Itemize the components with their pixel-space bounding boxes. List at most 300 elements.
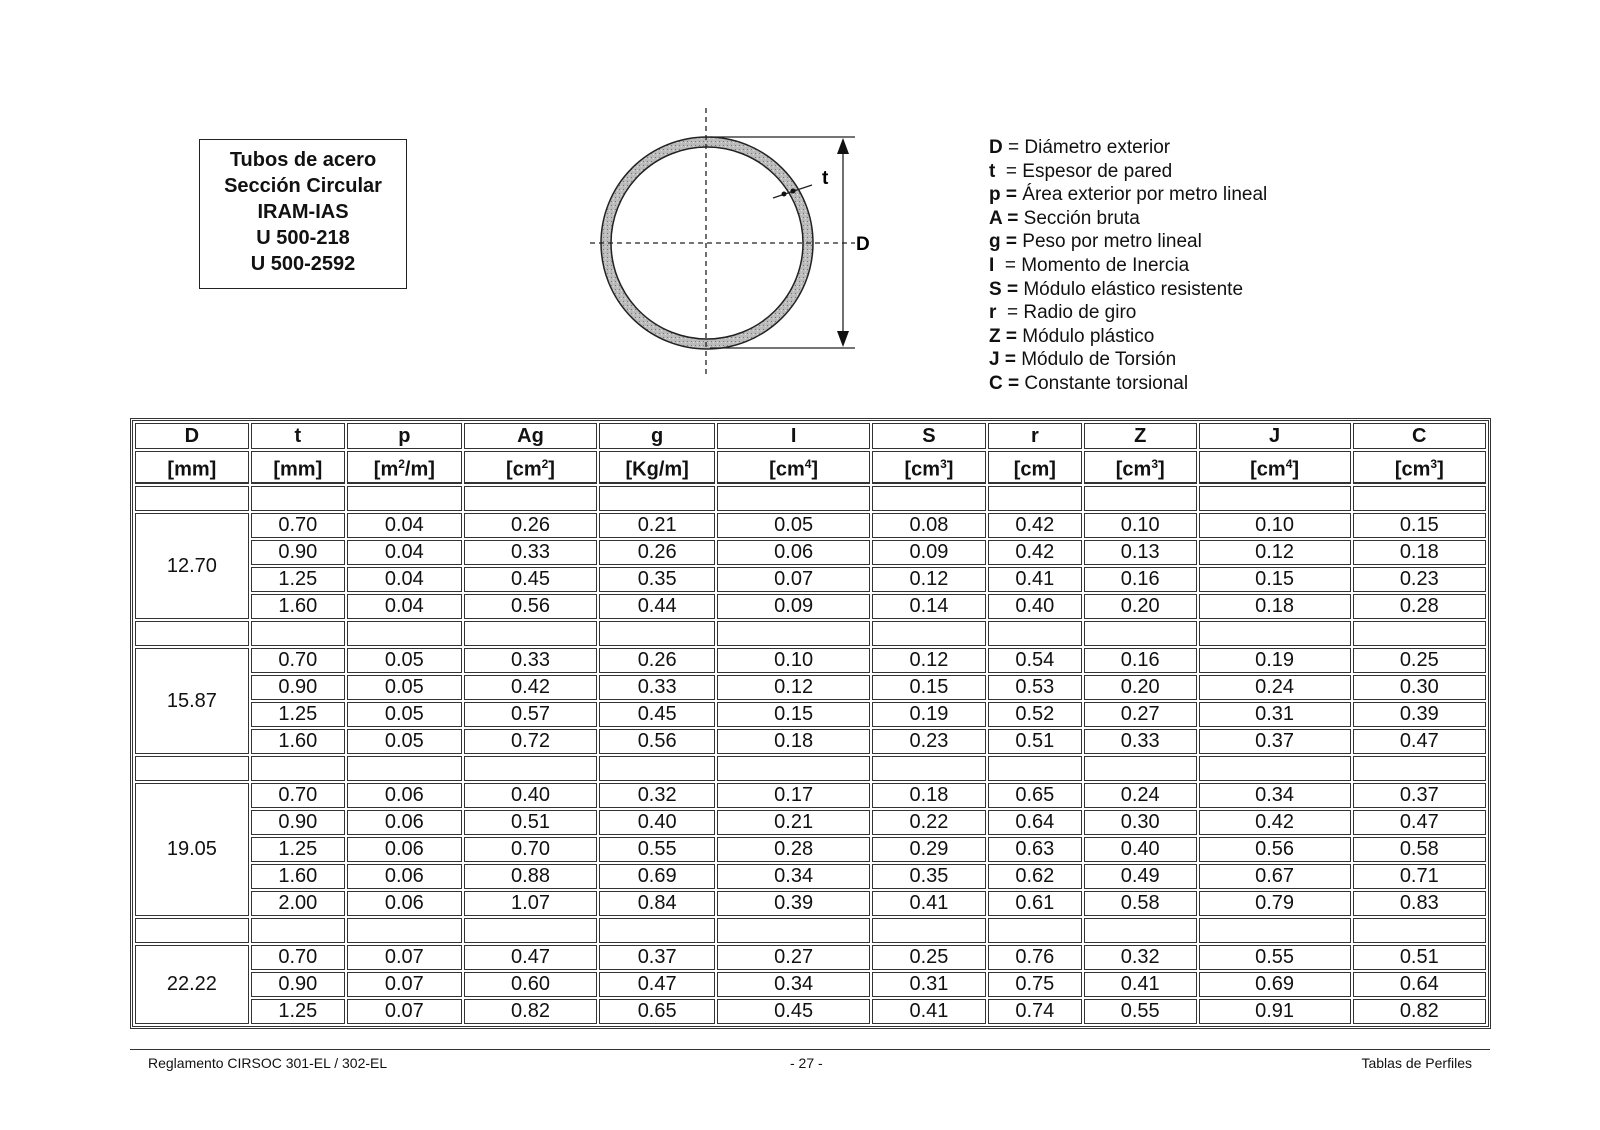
value-cell: 0.84	[599, 891, 715, 916]
empty-cell	[872, 486, 986, 511]
value-cell: 0.74	[988, 999, 1082, 1024]
value-cell: 0.30	[1353, 675, 1486, 700]
empty-cell	[988, 918, 1082, 943]
value-cell: 0.90	[251, 972, 345, 997]
value-cell: 0.45	[599, 702, 715, 727]
value-cell: 0.45	[717, 999, 870, 1024]
legend-text: Módulo plástico	[1022, 325, 1155, 347]
legend-key: Z =	[989, 325, 1017, 347]
value-cell: 0.15	[1199, 567, 1351, 592]
legend-item	[989, 348, 1267, 372]
value-cell: 0.05	[347, 702, 462, 727]
spacer-row	[135, 486, 1486, 511]
page-number: - 27 -	[790, 1055, 823, 1071]
value-cell: 2.00	[251, 891, 345, 916]
value-cell: 0.41	[872, 999, 986, 1024]
value-cell: 0.33	[464, 540, 597, 565]
column-unit	[599, 451, 715, 484]
value-cell: 0.61	[988, 891, 1082, 916]
table-row	[135, 567, 1486, 592]
legend-text: Módulo de Torsión	[1021, 349, 1177, 371]
table-row	[135, 945, 1486, 970]
empty-cell	[1084, 918, 1197, 943]
value-cell: 0.10	[1084, 513, 1197, 538]
value-cell: 0.18	[1353, 540, 1486, 565]
legend-key: r	[989, 302, 997, 324]
value-cell: 0.71	[1353, 864, 1486, 889]
value-cell: 0.31	[1199, 702, 1351, 727]
unit-text: [cm]	[1013, 458, 1056, 481]
legend-sep: =	[995, 160, 1023, 182]
legend-key: t	[989, 160, 996, 182]
value-cell: 0.06	[347, 783, 462, 808]
value-cell: 0.75	[988, 972, 1082, 997]
value-cell: 0.34	[717, 972, 870, 997]
empty-cell	[1084, 486, 1197, 511]
empty-cell	[988, 486, 1082, 511]
thickness-label: t	[822, 168, 829, 189]
unit-exponent: 4	[1285, 456, 1293, 471]
table-row	[135, 648, 1486, 673]
value-cell: 0.70	[464, 837, 597, 862]
table-row	[135, 702, 1486, 727]
legend-text: Módulo elástico resistente	[1023, 278, 1244, 300]
value-cell: 0.10	[717, 648, 870, 673]
legend-item	[989, 183, 1267, 207]
column-unit	[1084, 451, 1197, 484]
value-cell: 0.06	[347, 891, 462, 916]
unit-text-end: /m]	[404, 458, 435, 481]
value-cell: 0.37	[599, 945, 715, 970]
value-cell: 0.76	[988, 945, 1082, 970]
legend-text: Espesor de pared	[1022, 160, 1173, 182]
value-cell: 0.18	[872, 783, 986, 808]
value-cell: 0.20	[1084, 675, 1197, 700]
table-row	[135, 864, 1486, 889]
legend-key: g =	[989, 231, 1017, 253]
column-unit	[347, 451, 462, 484]
empty-cell	[1353, 756, 1486, 781]
value-cell: 1.25	[251, 702, 345, 727]
column-header: r	[988, 423, 1082, 449]
unit-text: [mm]	[273, 458, 323, 481]
legend-key: D	[989, 137, 1003, 158]
value-cell: 0.21	[717, 810, 870, 835]
empty-cell	[1199, 486, 1351, 511]
empty-cell	[1084, 621, 1197, 646]
value-cell: 0.58	[1353, 837, 1486, 862]
value-cell: 0.06	[717, 540, 870, 565]
value-cell: 0.04	[347, 594, 462, 619]
value-cell: 0.09	[717, 594, 870, 619]
value-cell: 0.47	[464, 945, 597, 970]
unit-exponent: 2	[398, 456, 405, 471]
empty-cell	[599, 486, 715, 511]
unit-text-end: ]	[548, 458, 555, 481]
unit-text: [m	[373, 458, 399, 481]
title-line: U 500-2592	[250, 253, 356, 275]
empty-cell	[1353, 486, 1486, 511]
value-cell: 0.57	[464, 702, 597, 727]
table-row	[135, 972, 1486, 997]
value-cell: 0.27	[1084, 702, 1197, 727]
empty-cell	[599, 621, 715, 646]
legend-item	[989, 230, 1267, 254]
value-cell: 0.69	[1199, 972, 1351, 997]
table-row	[135, 540, 1486, 565]
footer-right: Tablas de Perfiles	[1361, 1055, 1472, 1071]
value-cell: 0.09	[872, 540, 986, 565]
value-cell: 0.25	[872, 945, 986, 970]
column-unit	[1353, 451, 1486, 484]
value-cell: 0.12	[1199, 540, 1351, 565]
unit-text-end: ]	[946, 458, 954, 481]
value-cell: 0.41	[1084, 972, 1197, 997]
value-cell: 0.52	[988, 702, 1082, 727]
legend-sep: =	[996, 302, 1024, 324]
column-header: J	[1199, 423, 1351, 449]
empty-cell	[1199, 918, 1351, 943]
value-cell: 0.19	[1199, 648, 1351, 673]
legend-key: C =	[989, 372, 1020, 394]
unit-text: [cm	[1115, 458, 1152, 481]
value-cell: 0.32	[599, 783, 715, 808]
empty-cell	[347, 486, 462, 511]
legend-item	[989, 372, 1267, 396]
unit-text: [Kg/m]	[625, 458, 689, 481]
empty-cell	[464, 918, 597, 943]
value-cell: 0.22	[872, 810, 986, 835]
value-cell: 0.40	[1084, 837, 1197, 862]
value-cell: 0.05	[347, 648, 462, 673]
value-cell: 0.30	[1084, 810, 1197, 835]
value-cell: 1.60	[251, 729, 345, 754]
value-cell: 0.34	[717, 864, 870, 889]
value-cell: 0.31	[872, 972, 986, 997]
value-cell: 0.04	[347, 567, 462, 592]
legend-key: J =	[989, 349, 1016, 371]
value-cell: 0.33	[599, 675, 715, 700]
table-row	[135, 810, 1486, 835]
value-cell: 0.14	[872, 594, 986, 619]
value-cell: 0.65	[599, 999, 715, 1024]
value-cell: 0.56	[1199, 837, 1351, 862]
value-cell: 0.58	[1084, 891, 1197, 916]
value-cell: 0.40	[599, 810, 715, 835]
unit-text-end: ]	[811, 458, 819, 481]
value-cell: 0.70	[251, 783, 345, 808]
value-cell: 0.51	[1353, 945, 1486, 970]
value-cell: 0.16	[1084, 567, 1197, 592]
empty-cell	[1199, 756, 1351, 781]
unit-text-end: ]	[1292, 458, 1300, 481]
unit-text: [cm	[1250, 458, 1286, 481]
empty-cell	[599, 918, 715, 943]
symbol-legend	[989, 136, 1267, 396]
value-cell: 0.06	[347, 864, 462, 889]
legend-item	[989, 301, 1267, 325]
column-unit	[1199, 451, 1351, 484]
value-cell: 0.90	[251, 540, 345, 565]
footer-left: Reglamento CIRSOC 301-EL / 302-EL	[148, 1055, 388, 1071]
value-cell: 0.05	[347, 675, 462, 700]
unit-text: [cm	[904, 458, 941, 481]
value-cell: 0.21	[599, 513, 715, 538]
page-footer	[130, 1049, 1490, 1071]
value-cell: 0.17	[717, 783, 870, 808]
value-cell: 0.32	[1084, 945, 1197, 970]
legend-key: A =	[989, 207, 1019, 229]
value-cell: 0.56	[464, 594, 597, 619]
value-cell: 0.88	[464, 864, 597, 889]
value-cell: 0.64	[988, 810, 1082, 835]
column-header: Ag	[464, 423, 597, 449]
value-cell: 0.05	[717, 513, 870, 538]
value-cell: 0.07	[347, 999, 462, 1024]
column-header: I	[717, 423, 870, 449]
empty-cell	[135, 918, 249, 943]
diameter-cell: 22.22	[135, 945, 249, 1024]
value-cell: 0.45	[464, 567, 597, 592]
legend-item	[989, 160, 1267, 184]
empty-cell	[464, 486, 597, 511]
value-cell: 0.69	[599, 864, 715, 889]
value-cell: 0.07	[347, 972, 462, 997]
column-header: p	[347, 423, 462, 449]
unit-text: [cm	[1394, 458, 1431, 481]
unit-text: [mm]	[167, 458, 217, 481]
value-cell: 0.51	[464, 810, 597, 835]
value-cell: 0.08	[872, 513, 986, 538]
empty-cell	[347, 756, 462, 781]
column-header: S	[872, 423, 986, 449]
spacer-row	[135, 918, 1486, 943]
value-cell: 0.33	[1084, 729, 1197, 754]
value-cell: 0.47	[599, 972, 715, 997]
value-cell: 0.91	[1199, 999, 1351, 1024]
value-cell: 0.41	[988, 567, 1082, 592]
value-cell: 0.79	[1199, 891, 1351, 916]
empty-cell	[135, 621, 249, 646]
empty-cell	[872, 621, 986, 646]
empty-cell	[464, 756, 597, 781]
empty-cell	[347, 621, 462, 646]
column-unit	[251, 451, 345, 484]
value-cell: 0.72	[464, 729, 597, 754]
title-line: Tubos de acero	[229, 149, 377, 171]
diameter-cell: 12.70	[135, 513, 249, 619]
value-cell: 0.06	[347, 837, 462, 862]
value-cell: 0.33	[464, 648, 597, 673]
value-cell: 0.05	[347, 729, 462, 754]
legend-item	[989, 278, 1267, 302]
value-cell: 0.18	[717, 729, 870, 754]
empty-cell	[464, 621, 597, 646]
value-cell: 0.54	[988, 648, 1082, 673]
value-cell: 0.20	[1084, 594, 1197, 619]
column-unit	[988, 451, 1082, 484]
legend-key: I	[989, 254, 995, 276]
value-cell: 0.04	[347, 513, 462, 538]
value-cell: 0.28	[1353, 594, 1486, 619]
legend-text: Peso por metro lineal	[1022, 231, 1202, 253]
value-cell: 0.70	[251, 513, 345, 538]
value-cell: 0.10	[1199, 513, 1351, 538]
value-cell: 0.07	[347, 945, 462, 970]
value-cell: 0.70	[251, 648, 345, 673]
value-cell: 0.37	[1199, 729, 1351, 754]
title-line: Sección Circular	[224, 175, 382, 197]
column-header: g	[599, 423, 715, 449]
legend-text: Sección bruta	[1023, 207, 1140, 229]
empty-cell	[872, 756, 986, 781]
value-cell: 0.19	[872, 702, 986, 727]
value-cell: 0.06	[347, 810, 462, 835]
value-cell: 0.35	[599, 567, 715, 592]
legend-text: Radio de giro	[1023, 302, 1137, 324]
title-box	[199, 139, 407, 289]
title-line: U 500-218	[256, 227, 350, 249]
legend-text: Diámetro exterior	[1024, 137, 1171, 158]
empty-cell	[599, 756, 715, 781]
value-cell: 0.26	[599, 540, 715, 565]
value-cell: 0.40	[988, 594, 1082, 619]
value-cell: 0.42	[988, 513, 1082, 538]
empty-cell	[135, 486, 249, 511]
value-cell: 0.24	[1199, 675, 1351, 700]
table-row	[135, 999, 1486, 1024]
value-cell: 0.29	[872, 837, 986, 862]
legend-key: S =	[989, 278, 1019, 300]
spacer-row	[135, 621, 1486, 646]
column-header: C	[1353, 423, 1486, 449]
value-cell: 0.15	[717, 702, 870, 727]
unit-exponent: 4	[804, 456, 812, 471]
value-cell: 0.90	[251, 810, 345, 835]
column-unit	[464, 451, 597, 484]
value-cell: 0.18	[1199, 594, 1351, 619]
legend-text: Área exterior por metro lineal	[1022, 184, 1268, 206]
unit-exponent: 3	[1151, 456, 1159, 471]
table-row	[135, 675, 1486, 700]
value-cell: 0.82	[1353, 999, 1486, 1024]
value-cell: 0.15	[1353, 513, 1486, 538]
header-row-symbols	[135, 423, 1486, 449]
empty-cell	[251, 918, 345, 943]
empty-cell	[717, 486, 870, 511]
unit-text: [cm	[769, 458, 805, 481]
value-cell: 0.62	[988, 864, 1082, 889]
unit-text-end: ]	[1158, 458, 1165, 481]
tube-section-diagram	[570, 100, 890, 390]
unit-text: [cm	[506, 458, 542, 481]
value-cell: 0.51	[988, 729, 1082, 754]
column-unit	[872, 451, 986, 484]
value-cell: 0.40	[464, 783, 597, 808]
table-row	[135, 783, 1486, 808]
value-cell: 1.60	[251, 864, 345, 889]
value-cell: 0.56	[599, 729, 715, 754]
diameter-cell: 19.05	[135, 783, 249, 916]
value-cell: 0.47	[1353, 729, 1486, 754]
empty-cell	[988, 756, 1082, 781]
spacer-row	[135, 756, 1486, 781]
value-cell: 0.42	[1199, 810, 1351, 835]
value-cell: 0.55	[1199, 945, 1351, 970]
table-row	[135, 594, 1486, 619]
value-cell: 0.25	[1353, 648, 1486, 673]
empty-cell	[988, 621, 1082, 646]
value-cell: 0.24	[1084, 783, 1197, 808]
title-line: IRAM-IAS	[257, 201, 349, 223]
empty-cell	[1084, 756, 1197, 781]
table-row	[135, 891, 1486, 916]
value-cell: 0.42	[464, 675, 597, 700]
value-cell: 0.63	[988, 837, 1082, 862]
column-header: D	[135, 423, 249, 449]
profiles-table	[130, 418, 1491, 1029]
value-cell: 0.55	[599, 837, 715, 862]
value-cell: 0.04	[347, 540, 462, 565]
table-row	[135, 837, 1486, 862]
value-cell: 0.39	[717, 891, 870, 916]
value-cell: 1.25	[251, 999, 345, 1024]
table-row	[135, 513, 1486, 538]
value-cell: 0.55	[1084, 999, 1197, 1024]
value-cell: 0.42	[988, 540, 1082, 565]
legend-item	[989, 136, 1267, 160]
value-cell: 0.37	[1353, 783, 1486, 808]
value-cell: 0.60	[464, 972, 597, 997]
unit-exponent: 3	[1430, 456, 1438, 471]
legend-item	[989, 325, 1267, 349]
empty-cell	[872, 918, 986, 943]
empty-cell	[1353, 918, 1486, 943]
empty-cell	[717, 621, 870, 646]
value-cell: 0.44	[599, 594, 715, 619]
value-cell: 1.07	[464, 891, 597, 916]
value-cell: 0.82	[464, 999, 597, 1024]
column-header: t	[251, 423, 345, 449]
unit-exponent: 3	[940, 456, 947, 471]
value-cell: 0.64	[1353, 972, 1486, 997]
value-cell: 0.26	[464, 513, 597, 538]
empty-cell	[251, 621, 345, 646]
empty-cell	[1353, 621, 1486, 646]
diameter-cell: 15.87	[135, 648, 249, 754]
value-cell: 1.60	[251, 594, 345, 619]
value-cell: 0.49	[1084, 864, 1197, 889]
value-cell: 1.25	[251, 837, 345, 862]
legend-text: Constante torsional	[1024, 372, 1189, 394]
value-cell: 0.27	[717, 945, 870, 970]
column-unit	[135, 451, 249, 484]
empty-cell	[135, 756, 249, 781]
column-unit	[717, 451, 870, 484]
value-cell: 0.12	[872, 567, 986, 592]
value-cell: 1.25	[251, 567, 345, 592]
value-cell: 0.67	[1199, 864, 1351, 889]
legend-item	[989, 207, 1267, 231]
value-cell: 0.13	[1084, 540, 1197, 565]
legend-sep: =	[1002, 137, 1025, 158]
value-cell: 0.12	[717, 675, 870, 700]
column-header: Z	[1084, 423, 1197, 449]
value-cell: 0.23	[1353, 567, 1486, 592]
value-cell: 0.28	[717, 837, 870, 862]
value-cell: 0.26	[599, 648, 715, 673]
unit-text-end: ]	[1437, 458, 1444, 481]
